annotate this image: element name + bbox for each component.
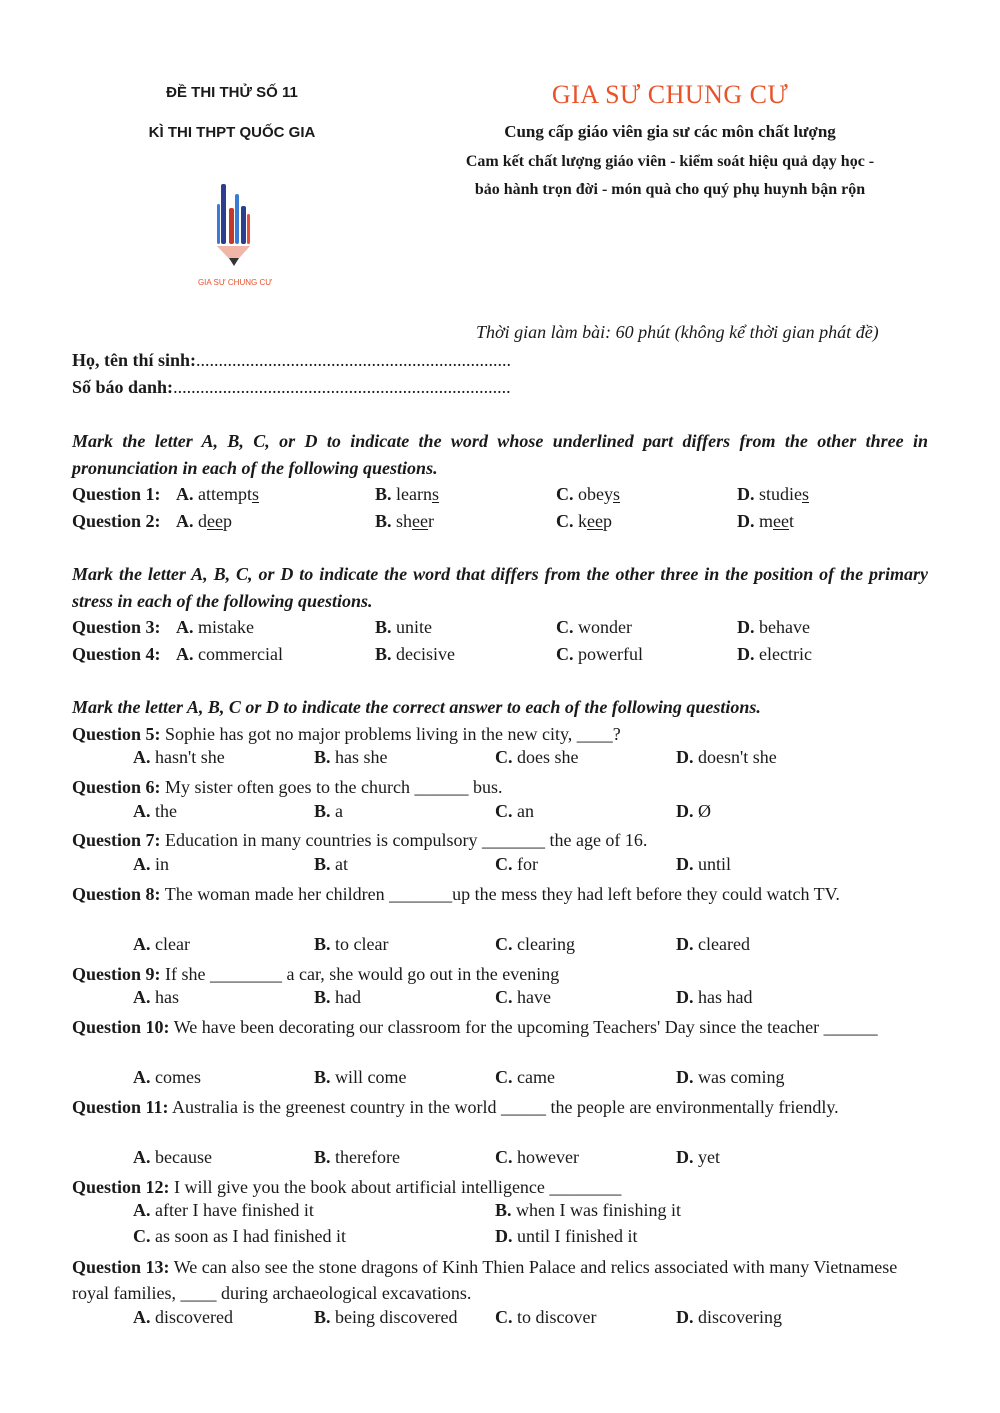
q11-text: Australia is the greenest country in the world _____ the people are environmentally friendly. xyxy=(172,1097,839,1117)
q5-option-d: D. doesn't she xyxy=(676,747,777,767)
question-5 xyxy=(72,721,928,747)
q7-option-b: B. at xyxy=(314,854,349,874)
q11-label: Question 11: xyxy=(72,1097,169,1117)
q5-option-b: B. has she xyxy=(314,747,388,767)
exam-number: ĐỀ THI THỬ SỐ 11 xyxy=(166,84,298,101)
q8-label: Question 8: xyxy=(72,884,161,904)
q5-option-c: C. does she xyxy=(495,747,579,767)
question-9 xyxy=(72,961,928,987)
section3-instruction: Mark the letter A, B, C or D to indicate the correct answer to each of the following questions. xyxy=(72,697,761,717)
q7-option-c: C. for xyxy=(495,854,538,874)
q10-options xyxy=(0,1067,1000,1093)
q9-option-c: C. have xyxy=(495,987,551,1007)
question-2 xyxy=(72,508,932,534)
q10-text: We have been decorating our classroom for the upcoming Teachers' Day since the teacher ______ xyxy=(173,1017,878,1037)
q3-option-d: D. behave xyxy=(737,617,810,637)
q4-option-b: B. decisive xyxy=(375,644,455,664)
logo-text: GIA SƯ CHUNG CƯ xyxy=(197,278,273,287)
q7-options xyxy=(0,854,1000,880)
q11-option-a: A. because xyxy=(133,1147,212,1167)
id-label: Số báo danh: xyxy=(72,377,174,397)
q3-label: Question 3: xyxy=(72,617,161,637)
q10-label: Question 10: xyxy=(72,1017,170,1037)
question-1 xyxy=(72,481,932,507)
q13-option-d: D. discovering xyxy=(676,1307,782,1327)
exam-name: KÌ THI THPT QUỐC GIA xyxy=(148,124,316,141)
q10-option-a: A. comes xyxy=(133,1067,201,1087)
q4-label: Question 4: xyxy=(72,644,161,664)
q1-option-b: B. learns xyxy=(375,484,440,504)
q6-label: Question 6: xyxy=(72,777,161,797)
name-dots: ...................................................................... xyxy=(196,350,512,370)
q8-option-c: C. clearing xyxy=(495,934,575,954)
q2-label: Question 2: xyxy=(72,511,161,531)
q12-option-d: D. until I finished it xyxy=(495,1226,638,1246)
q7-option-a: A. in xyxy=(133,854,170,874)
q6-option-d: D. Ø xyxy=(676,801,711,821)
q2-option-a: A. deep xyxy=(176,511,232,531)
brand-title: GIA SƯ CHUNG CƯ xyxy=(551,80,789,109)
q11-option-b: B. therefore xyxy=(314,1147,400,1167)
q4-option-c: C. powerful xyxy=(556,644,643,664)
q1-option-a: A. attempts xyxy=(176,484,259,504)
tagline-3: bảo hành trọn đời - món quà cho quý phụ huynh bận rộn xyxy=(474,181,866,198)
q9-options xyxy=(0,987,1000,1013)
q10-option-b: B. will come xyxy=(314,1067,407,1087)
q5-option-a: A. hasn't she xyxy=(133,747,225,767)
q1-option-d: D. studies xyxy=(737,484,810,504)
q8-option-a: A. clear xyxy=(133,934,190,954)
q12-text: I will give you the book about artificial intelligence ________ xyxy=(174,1177,622,1197)
q10-option-c: C. came xyxy=(495,1067,555,1087)
q6-options xyxy=(0,801,1000,827)
q2-option-b: B. sheer xyxy=(375,511,435,531)
q1-label: Question 1: xyxy=(72,484,161,504)
section2-instruction: Mark the letter A, B, C, or D to indicate the word that differs from the other three in the position of the primary stress in each of the following questions. xyxy=(72,564,928,611)
q8-text: The woman made her children _______up the mess they had left before they could watch TV. xyxy=(164,884,840,904)
candidate-name-field xyxy=(72,350,511,371)
q12-label: Question 12: xyxy=(72,1177,170,1197)
id-dots: ........................................................................... xyxy=(173,377,511,397)
question-4 xyxy=(72,641,932,667)
q6-option-c: C. an xyxy=(495,801,534,821)
q5-label: Question 5: xyxy=(72,724,161,744)
q10-option-d: D. was coming xyxy=(676,1067,785,1087)
q3-option-b: B. unite xyxy=(375,617,433,637)
name-label: Họ, tên thí sinh: xyxy=(72,350,197,370)
q4-option-d: D. electric xyxy=(737,644,812,664)
q8-options xyxy=(0,934,1000,960)
q12-option-c: C. as soon as I had finished it xyxy=(133,1226,346,1246)
q12-options xyxy=(0,1200,1000,1252)
q9-label: Question 9: xyxy=(72,964,161,984)
q12-option-b: B. when I was finishing it xyxy=(495,1200,681,1220)
question-10 xyxy=(72,1014,928,1040)
q9-text: If she ________ a car, she would go out in the evening xyxy=(165,964,560,984)
q8-option-d: D. cleared xyxy=(676,934,750,954)
q9-option-d: D. has had xyxy=(676,987,753,1007)
q6-text: My sister often goes to the church ______ bus. xyxy=(165,777,503,797)
q7-option-d: D. until xyxy=(676,854,732,874)
q3-option-c: C. wonder xyxy=(556,617,632,637)
section1-instruction: Mark the letter A, B, C, or D to indicate the word whose underlined part differs from the other three in pronunciation in each of the following questions. xyxy=(72,431,928,478)
q8-option-b: B. to clear xyxy=(314,934,389,954)
q5-options xyxy=(0,747,1000,773)
q7-text: Education in many countries is compulsory _______ the age of 16. xyxy=(165,830,648,850)
q11-option-c: C. however xyxy=(495,1147,579,1167)
question-8 xyxy=(72,881,928,907)
question-3 xyxy=(72,614,932,640)
time-note: Thời gian làm bài: 60 phút (không kể thời gian phát đề) xyxy=(476,322,879,342)
q2-option-c: C. keep xyxy=(556,511,612,531)
q13-option-c: C. to discover xyxy=(495,1307,597,1327)
question-11 xyxy=(72,1094,872,1120)
q6-option-b: B. a xyxy=(314,801,344,821)
q13-text: We can also see the stone dragons of Kinh Thien Palace and relics associated with many Vietnamese royal families, ____ during archaeological excavations. xyxy=(72,1257,898,1303)
q11-option-d: D. yet xyxy=(676,1147,720,1167)
q13-option-b: B. being discovered xyxy=(314,1307,458,1327)
q9-option-b: B. had xyxy=(314,987,362,1007)
question-12 xyxy=(72,1174,928,1200)
q6-option-a: A. the xyxy=(133,801,177,821)
q11-options xyxy=(0,1147,1000,1173)
question-6 xyxy=(72,774,928,800)
q13-options xyxy=(0,1307,1000,1333)
candidate-id-field xyxy=(72,377,511,398)
tagline-2: Cam kết chất lượng giáo viên - kiểm soát hiệu quả dạy học - xyxy=(465,153,875,170)
q4-option-a: A. commercial xyxy=(176,644,283,664)
q3-option-a: A. mistake xyxy=(176,617,254,637)
q1-option-c: C. obeys xyxy=(556,484,621,504)
q9-option-a: A. has xyxy=(133,987,179,1007)
q7-label: Question 7: xyxy=(72,830,161,850)
tagline-1: Cung cấp giáo viên gia sư các môn chất lượng xyxy=(504,122,836,141)
q2-option-d: D. meet xyxy=(737,511,795,531)
q13-option-a: A. discovered xyxy=(133,1307,233,1327)
q13-label: Question 13: xyxy=(72,1257,170,1277)
q12-option-a: A. after I have finished it xyxy=(133,1200,314,1220)
q5-text: Sophie has got no major problems living in the new city, ____? xyxy=(165,724,621,744)
question-7 xyxy=(72,827,928,853)
pencil-logo-icon xyxy=(205,180,265,272)
question-13 xyxy=(72,1254,912,1306)
